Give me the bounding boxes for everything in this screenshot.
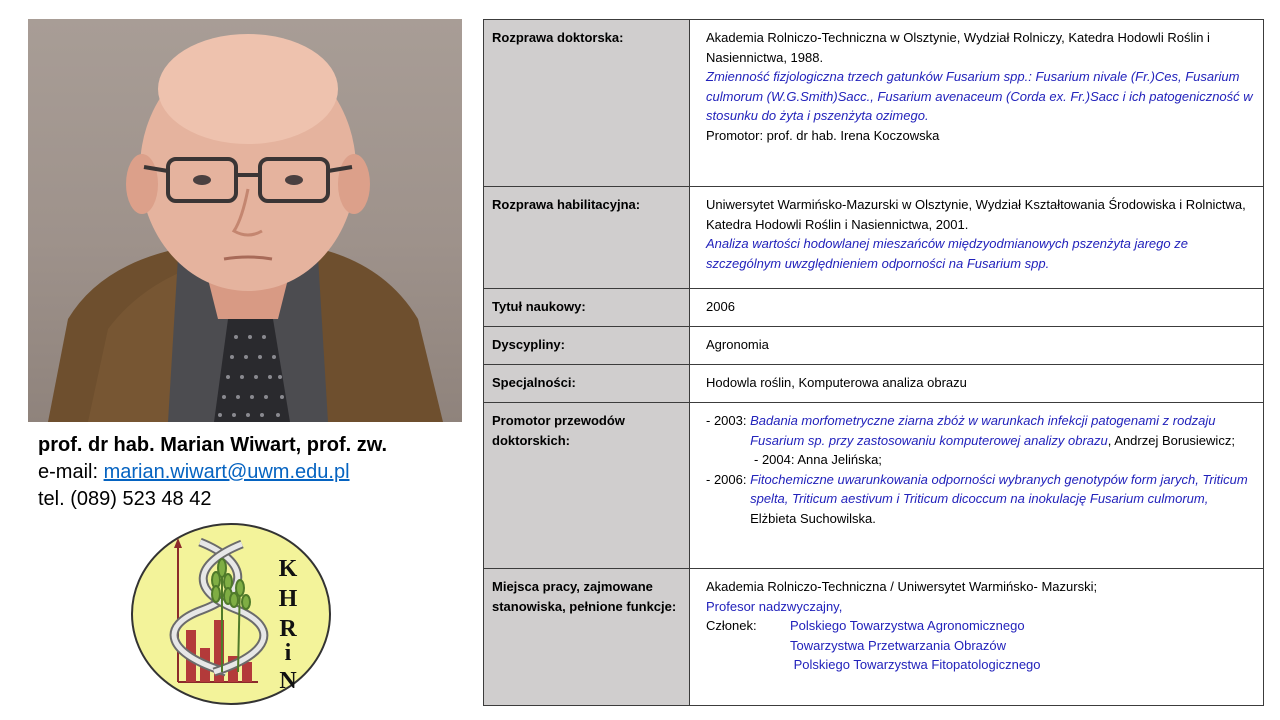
portrait-photo [28, 19, 462, 422]
table-row-work [484, 569, 1264, 706]
promoter-entry-2006 [706, 470, 1255, 529]
work-institutions: Akademia Rolniczo-Techniczna / Uniwersytet Warmińsko- Mazurski; [706, 579, 1098, 594]
value-disciplines: Agronomia [690, 327, 1264, 365]
table-row-specialties [484, 365, 1264, 403]
phone-line: tel. (089) 523 48 42 [38, 488, 212, 510]
value-habilitation [690, 187, 1264, 289]
table-row-promoter [484, 403, 1264, 569]
logo-letter-r: R [279, 616, 297, 642]
person-info [38, 432, 478, 513]
promoter-entry-2006-title: Fitochemiczne uwarunkowania odporności wybranych genotypów form jarych, Triticum spelta, Triticum aestivum i Triticum dicoccum na inokulację Fusarium culmorum, [750, 471, 1248, 506]
habilitation-institution: Uniwersytet Warmińsko-Mazurski w Olsztynie, Wydział Kształtowania Środowiska i Rolnictwa, Katedra Hodowli Roślin i Nasiennictwa, 2001. [706, 197, 1246, 232]
promoter-entry-2003-year: - 2003: [706, 413, 751, 428]
work-member-2: Towarzystwa Przetwarzania Obrazów [790, 637, 1007, 653]
email-label: e-mail: [38, 461, 99, 483]
value-promoter [690, 403, 1264, 569]
person-name: prof. dr hab. Marian Wiwart, prof. zw. [38, 434, 388, 456]
value-doctoral [690, 20, 1264, 187]
label-doctoral: Rozprawa doktorska: [484, 20, 690, 187]
label-title: Tytuł naukowy: [484, 289, 690, 327]
email-line [38, 459, 478, 486]
value-work [690, 569, 1264, 706]
logo-letter-h: H [278, 586, 298, 612]
label-specialties: Specjalności: [484, 365, 690, 403]
doctoral-institution: Akademia Rolniczo-Techniczna w Olsztynie, Wydział Rolniczy, Katedra Hodowli Roślin i Nasiennictwa, 1988. [706, 30, 1210, 65]
table-row-habilitation [484, 187, 1264, 289]
logo-letter-k: K [278, 556, 298, 582]
promoter-entry-2006-year: - 2006: [706, 471, 751, 487]
doctoral-title: Zmienność fizjologiczna trzech gatunków Fusarium spp.: Fusarium nivale (Fr.)Ces, Fusarium culmorum (W.G.Smith)Sacc., Fusarium avenaceum (Corda ex. Fr.)Sacc i ich patogeniczność w stosunku do żyta i pszenżyta ozimego. [706, 69, 1253, 123]
table-row-title [484, 289, 1264, 327]
label-promoter: Promotor przewodów doktorskich: [484, 403, 690, 569]
habilitation-title: Analiza wartości hodowlanej mieszańców międzyodmianowych pszenżyta jarego ze szczególnym uwzględnieniem odporności na Fusarium spp. [706, 236, 1188, 271]
table-row-doctoral [484, 20, 1264, 187]
logo-letter-n: N [279, 668, 297, 694]
work-member-1: Polskiego Towarzystwa Agronomicznego [790, 618, 1025, 633]
email-link[interactable]: marian.wiwart@uwm.edu.pl [103, 461, 350, 483]
promoter-entry-2003-author: , Andrzej Borusiewicz; [1107, 432, 1235, 448]
work-position: Profesor nadzwyczajny, [706, 598, 843, 614]
khrin-logo [130, 522, 332, 706]
cv-table [483, 19, 1264, 706]
logo-letter-i: i [284, 640, 292, 666]
value-specialties: Hodowla roślin, Komputerowa analiza obrazu [690, 365, 1264, 403]
doctoral-promoter: Promotor: prof. dr hab. Irena Koczowska [706, 127, 940, 143]
label-disciplines: Dyscypliny: [484, 327, 690, 365]
work-member-3: Polskiego Towarzystwa Fitopatologicznego [790, 657, 1041, 672]
work-member-label: Członek: [706, 618, 757, 633]
promoter-entry-2006-author: Elżbieta Suchowilska. [750, 510, 876, 526]
label-habilitation: Rozprawa habilitacyjna: [484, 187, 690, 289]
promoter-entry-2004: - 2004: Anna Jelińska; [754, 452, 882, 467]
table-row-disciplines [484, 327, 1264, 365]
label-work: Miejsca pracy, zajmowane stanowiska, pełnione funkcje: [484, 569, 690, 706]
promoter-entry-2003-title: Badania morfometryczne ziarna zbóż w warunkach infekcji patogenami z rodzaju Fusarium sp. przy zastosowaniu komputerowej analizy obrazu [750, 413, 1216, 448]
work-member-line [706, 616, 1255, 636]
promoter-entry-2003 [706, 411, 1255, 450]
value-title: 2006 [690, 289, 1264, 327]
